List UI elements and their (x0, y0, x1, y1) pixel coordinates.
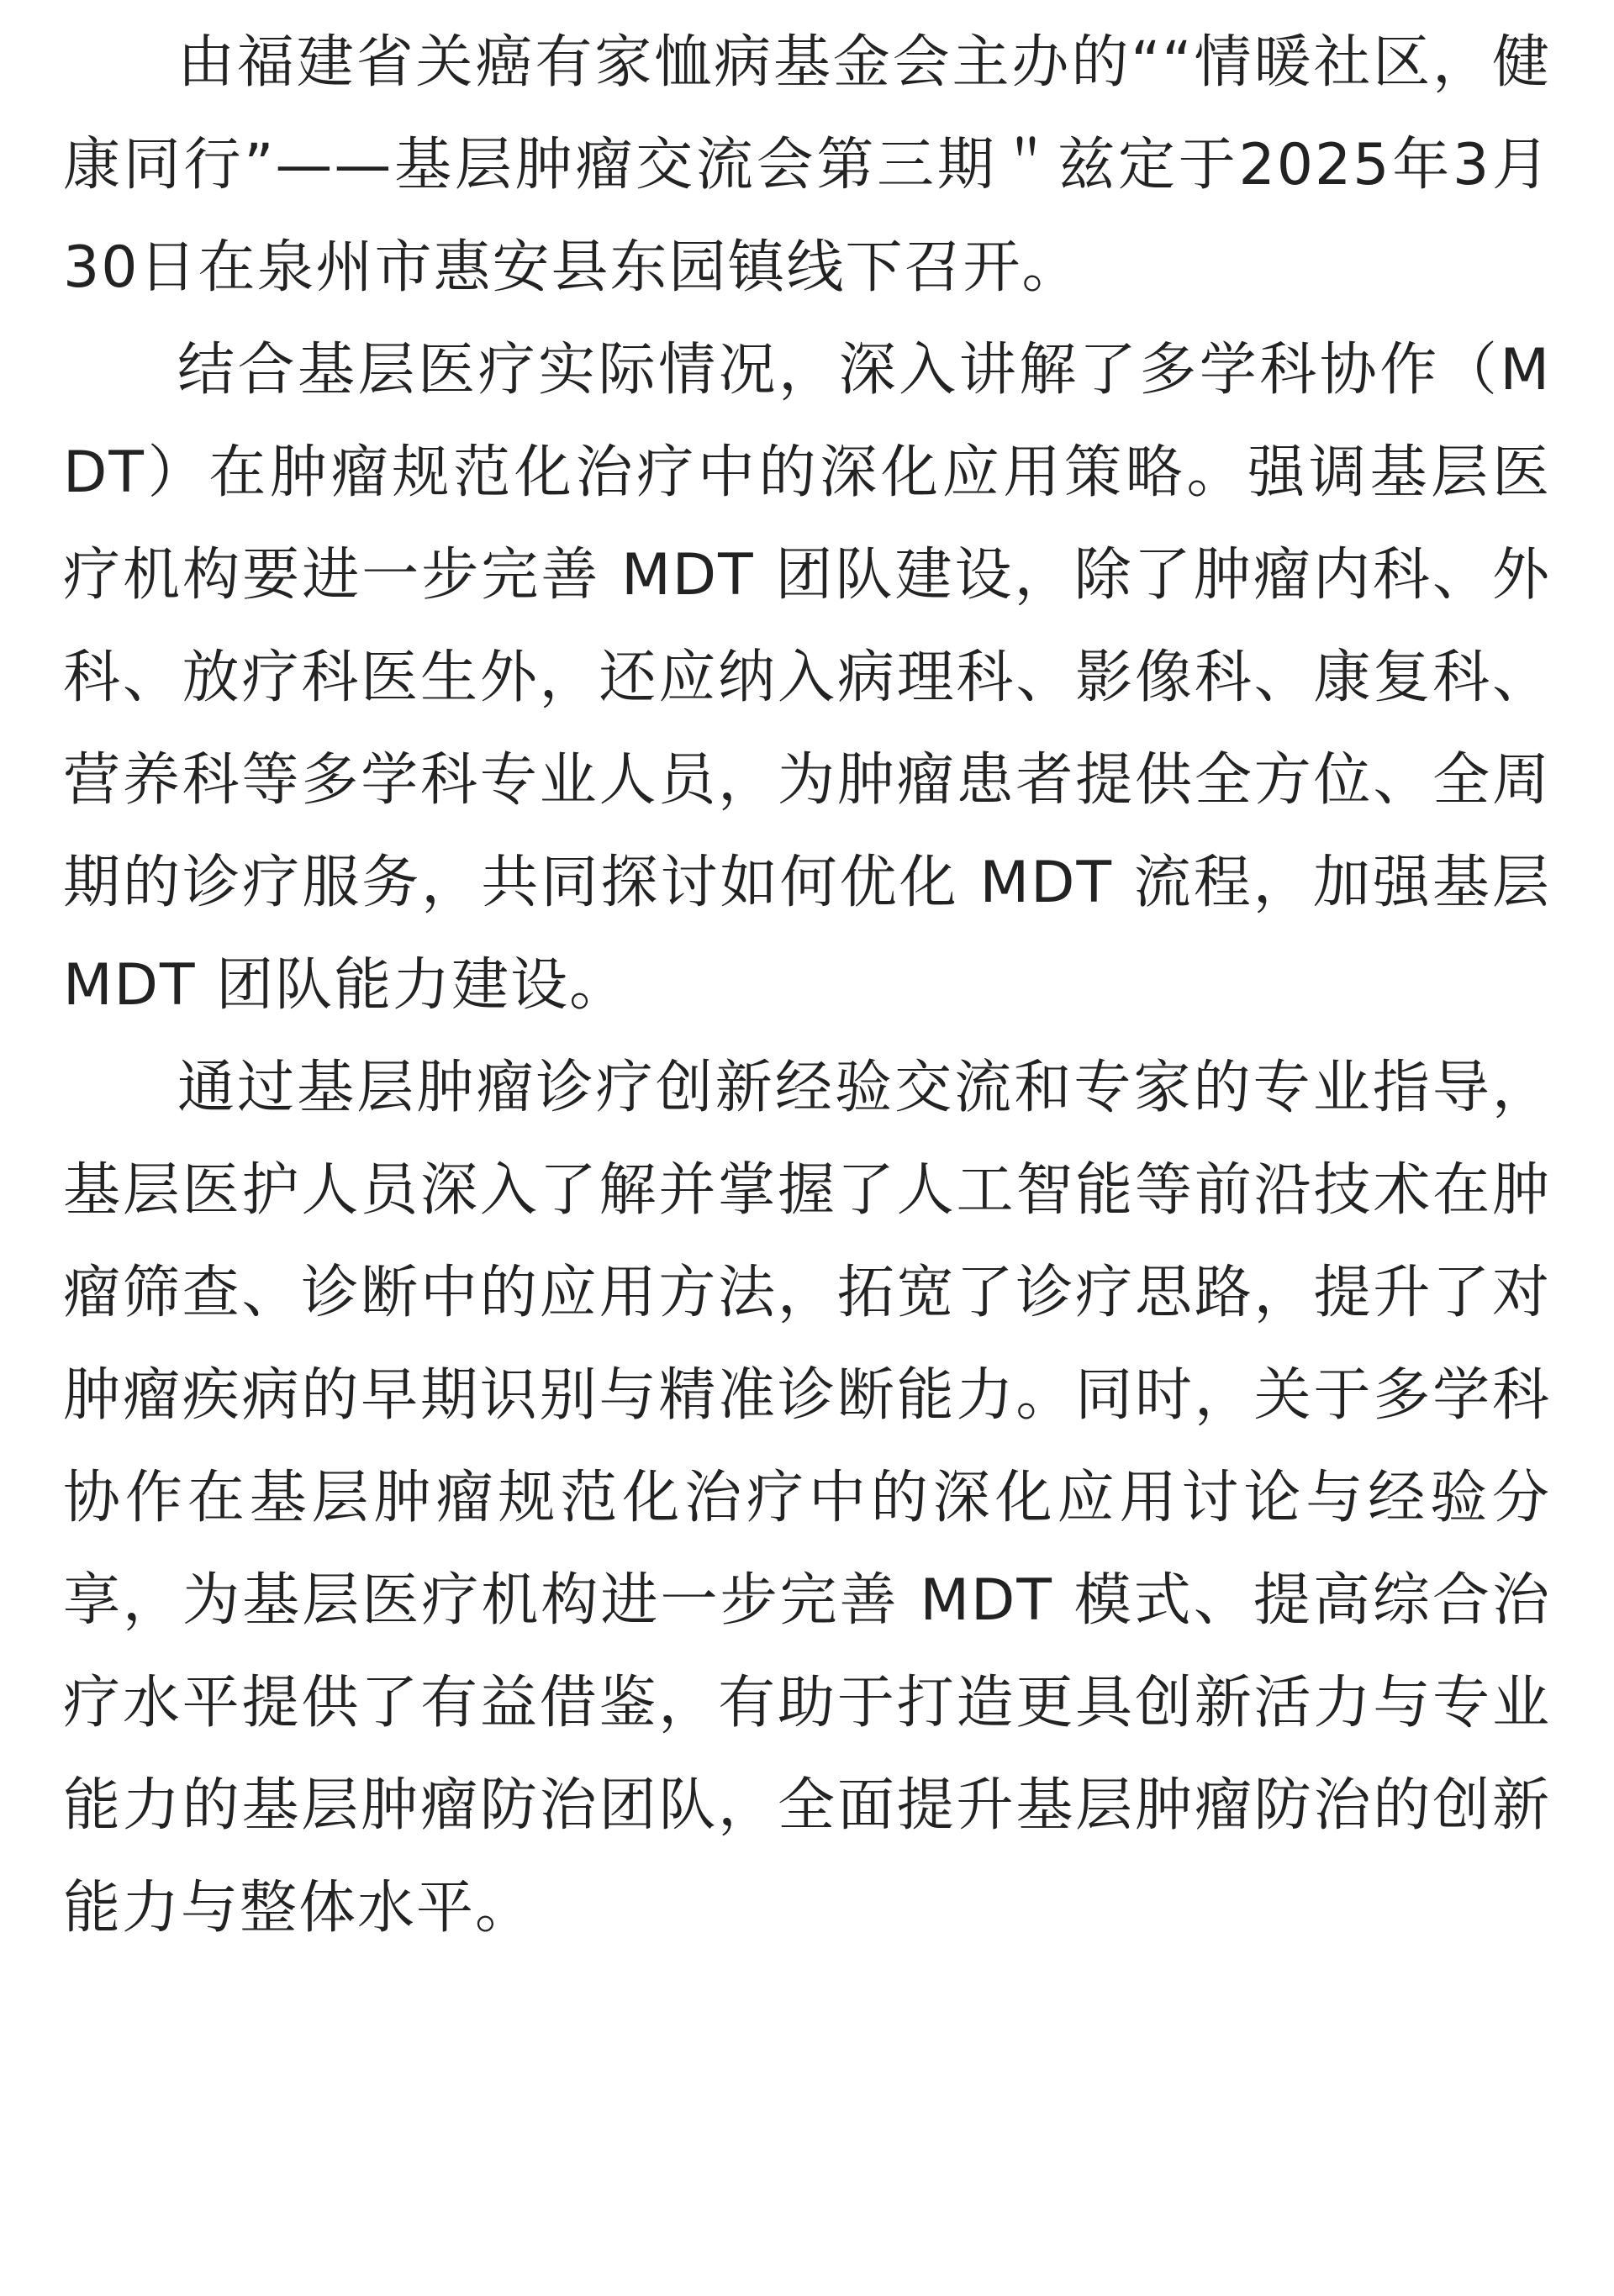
document-page (63, 0, 1551, 2296)
paragraph-event-announcement: 由福建省关癌有家恤病基金会主办的““情暖社区，健康同行”——基层肿瘤交流会第三期＂兹定于2025年3月30日在泉州市惠安县东园镇线下召开。 (63, 29, 1551, 301)
paragraph-outcomes: 通过基层肿瘤诊疗创新经验交流和专家的专业指导，基层医护人员深入了解并掌握了人工智能等前沿技术在肿瘤筛查、诊断中的应用方法，拓宽了诊疗思路，提升了对肿瘤疾病的早期识别与精准诊断能力。同时，关于多学科协作在基层肿瘤规范化治疗中的深化应用讨论与经验分享，为基层医疗机构进一步完善 MDT 模式、提高综合治疗水平提供了有益借鉴，有助于打造更具创新活力与专业能力的基层肿瘤防治团队，全面提升基层肿瘤防治的创新能力与整体水平。 (63, 1055, 1551, 1941)
article-body (63, 0, 1551, 1960)
paragraph-mdt-strategy: 结合基层医疗实际情况，深入讲解了多学科协作（MDT）在肿瘤规范化治疗中的深化应用策略。强调基层医疗机构要进一步完善 MDT 团队建设，除了肿瘤内科、外科、放疗科医生外，还应纳入病理科、影像科、康复科、营养科等多学科专业人员，为肿瘤患者提供全方位、全周期的诊疗服务，共同探讨如何优化 MDT 流程，加强基层 MDT 团队能力建设。 (63, 337, 1551, 1019)
